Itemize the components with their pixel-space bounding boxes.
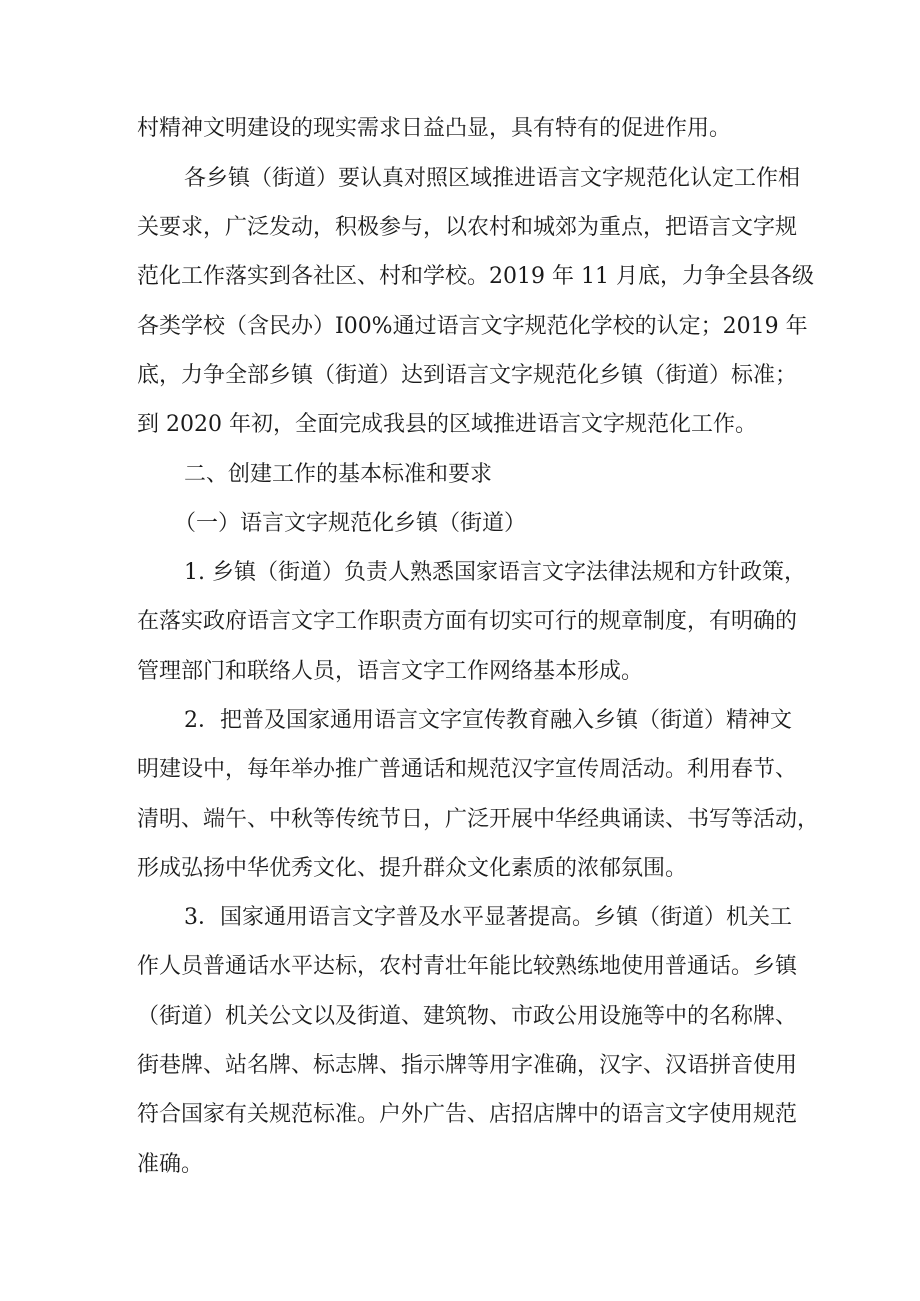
paragraph-line: 准确。 [137, 1152, 204, 1177]
paragraph-line: 3．国家通用语言文字普及水平显著提高。乡镇（街道）机关工 [184, 905, 792, 930]
paragraph-line: 清明、端午、中秋等传统节日，广泛开展中华经典诵读、书写等活动， [137, 807, 820, 832]
paragraph-line: 在落实政府语言文字工作职责方面有切实可行的规章制度，有明确的 [137, 609, 798, 634]
paragraph-line: （街道）机关公文以及街道、建筑物、市政公用设施等中的名称牌、 [137, 1004, 798, 1029]
paragraph-line: 符合国家有关规范标准。户外广告、店招店牌中的语言文字使用规范 [137, 1102, 798, 1127]
paragraph-line: 管理部门和联络人员，语言文字工作网络基本形成。 [137, 659, 644, 684]
paragraph-line: 各乡镇（街道）要认真对照区域推进语言文字规范化认定工作相 [184, 166, 801, 191]
section-heading: 二、创建工作的基本标准和要求 [184, 462, 493, 487]
paragraph-line: 街巷牌、站名牌、标志牌、指示牌等用字准确，汉字、汉语拼音使用 [137, 1053, 798, 1078]
paragraph-line: 形成弘扬中华优秀文化、提升群众文化素质的浓郁氛围。 [137, 856, 688, 881]
paragraph-line: 各类学校（含民办）I00%通过语言文字规范化学校的认定；2019 年 [137, 314, 808, 339]
paragraph-line: 作人员普通话水平达标，农村青壮年能比较熟练地使用普通话。乡镇 [137, 954, 798, 979]
paragraph-line: 到 2020 年初，全面完成我县的区域推进语言文字规范化工作。 [137, 412, 757, 437]
subsection-heading: （一）语言文字规范化乡镇（街道） [174, 511, 527, 536]
paragraph-line: 2．把普及国家通用语言文字宣传教育融入乡镇（街道）精神文 [184, 708, 792, 733]
paragraph-line: 村精神文明建设的现实需求日益凸显，具有特有的促进作用。 [137, 116, 732, 141]
paragraph-line: 关要求，广泛发动，积极参与，以农村和城郊为重点，把语言文字规 [137, 215, 798, 240]
paragraph-line: 明建设中，每年举办推广普通话和规范汉字宣传周活动。利用春节、 [137, 757, 798, 782]
paragraph-line: 底，力争全部乡镇（街道）达到语言文字规范化乡镇（街道）标准； [137, 363, 798, 388]
paragraph-line: 1. 乡镇（街道）负责人熟悉国家语言文字法律法规和方针政策， [184, 560, 806, 585]
paragraph-line: 范化工作落实到各社区、村和学校。2019 年 11 月底，力争全县各级 [137, 264, 814, 289]
